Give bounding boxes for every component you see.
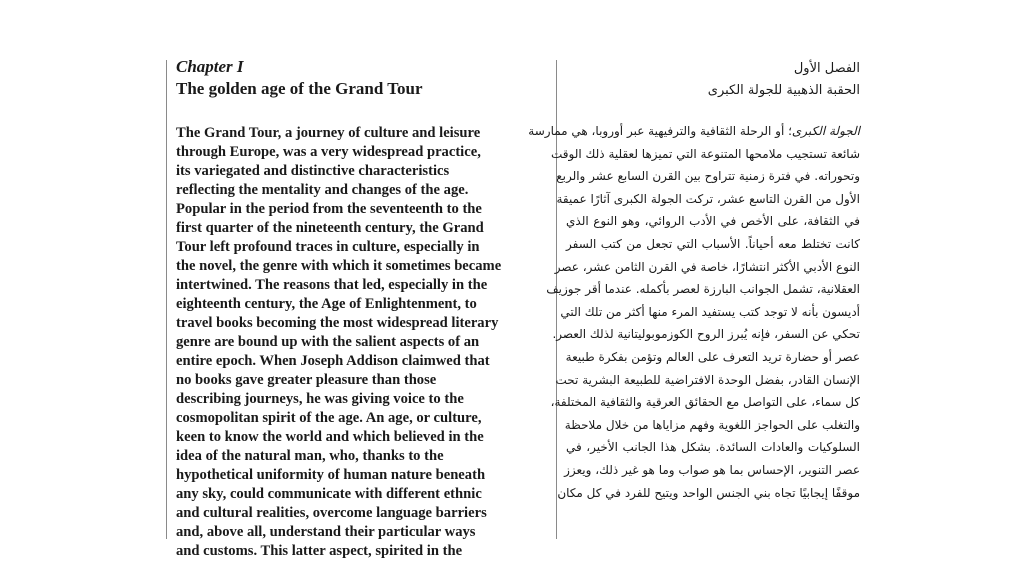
english-body-line: cosmopolitan spirit of the age. An age, or culture, <box>176 410 482 426</box>
arabic-body-line: أديسون بأنه لا توجد كتب يستفيد المرء منها أكثر من تلك التي <box>560 304 860 319</box>
arabic-body-line: شائعة تستجيب ملامحها المتنوعة التي تميزها لعقلية ذلك الوقت <box>551 146 860 161</box>
english-body-line: the novel, the genre with which it sometimes became <box>176 258 502 274</box>
chapter-label-arabic: الفصل الأول <box>793 61 860 76</box>
english-body-line: hypothetical uniformity of human nature beneath <box>176 467 486 483</box>
arabic-body-line: العقلانية، تشمل الجوانب البارزة لعصر بأكمله. عندما أقر جوزيف <box>546 282 860 297</box>
english-body-line: and, above all, understand their particular ways <box>176 524 476 540</box>
english-column <box>176 56 548 561</box>
arabic-body-line: تحكي عن السفر، فإنه يُبرز الروح الكوزموبوليتانية لذلك العصر. <box>552 327 860 342</box>
english-body-line: and cultural realities, overcome language barriers <box>176 505 487 521</box>
column-divider-left <box>166 60 167 539</box>
chapter-title-arabic: الحقبة الذهبية للجولة الكبرى <box>707 83 860 98</box>
english-body-line: describing journeys, he was giving voice to the <box>176 391 464 407</box>
arabic-body-line: الأول من القرن التاسع عشر، تركت الجولة الكبرى آثارًا عميقة <box>556 191 860 206</box>
arabic-body-line: موقفًا إيجابيًا تجاه بني الجنس الواحد ويتيح للفرد في كل مكان <box>557 485 860 500</box>
english-body-line: intertwined. The reasons that led, especially in the <box>176 277 488 293</box>
english-body-line: any sky, could communicate with different ethnic <box>176 486 482 502</box>
english-body-line: its variegated and distinctive characteristics <box>176 163 450 179</box>
english-body-line: genre are bound up with the salient aspects of an <box>176 334 480 350</box>
arabic-body-line: عصر التنوير، الإحساس بما هو صواب وما هو غير ذلك، ويعزز <box>564 462 860 477</box>
arabic-body-line: الجولة الكبرى؛ أو الرحلة الثقافية والترفيهية عبر أوروبا، هي ممارسة <box>528 124 860 138</box>
english-body-line: through Europe, was a very widespread practice, <box>176 144 481 160</box>
english-body-line: no books gave greater pleasure than those <box>176 372 437 388</box>
chapter-title-english: The golden age of the Grand Tour <box>176 79 423 98</box>
english-body-text <box>176 124 548 561</box>
arabic-body-text <box>528 120 860 504</box>
english-body-line: keen to know the world and which believed in the <box>176 429 484 445</box>
english-body-line: and customs. This latter aspect, spirited in the <box>176 543 463 559</box>
arabic-body-line: كانت تختلط معه أحياناً. الأسباب التي تجعل من كتب السفر <box>566 236 860 251</box>
english-body-line: The Grand Tour, a journey of culture and leisure <box>176 125 481 141</box>
english-body-line: reflecting the mentality and changes of the age. <box>176 182 469 198</box>
arabic-body-line: كل سماء، على التواصل مع الحقائق العرقية والثقافية المختلفة، <box>550 395 860 410</box>
arabic-body-line: وتحوراته. في فترة زمنية تتراوح بين القرن السابع عشر والربع <box>556 169 860 184</box>
english-body-line: Popular in the period from the seventeenth to the <box>176 201 482 217</box>
arabic-body-line: الإنسان القادر، بفضل الوحدة الافتراضية للطبيعة البشرية تحت <box>555 372 860 387</box>
english-body-line: Tour left profound traces in culture, especially in <box>176 239 480 255</box>
arabic-body-line: والتغلب على الحواجز اللغوية وفهم مزاياها من خلال ملاحظة <box>564 417 860 432</box>
english-body-line: entire epoch. When Joseph Addison claimwed that <box>176 353 490 369</box>
english-body-line: travel books becoming the most widespread literary <box>176 315 499 331</box>
arabic-body-line: عصر أو حضارة تريد التعرف على العالم وتؤمن بفكرة طبيعة <box>565 349 860 364</box>
arabic-column <box>528 58 860 504</box>
chapter-label-english: Chapter I <box>176 57 244 76</box>
english-body-line: idea of the natural man, who, thanks to the <box>176 448 444 464</box>
arabic-body-line: في الثقافة، على الأخص في الأدب الروائي، وهو النوع الذي <box>566 214 860 229</box>
arabic-body-line: النوع الأدبي الأكثر انتشارًا، خاصة في القرن الثامن عشر، عصر <box>554 259 860 274</box>
arabic-body-line: السلوكيات والعادات السائدة. بشكل هذا الجانب الأخير، في <box>566 440 860 455</box>
english-body-line: first quarter of the nineteenth century, the Grand <box>176 220 484 236</box>
english-body-line: eighteenth century, the Age of Enlightenment, to <box>176 296 477 312</box>
